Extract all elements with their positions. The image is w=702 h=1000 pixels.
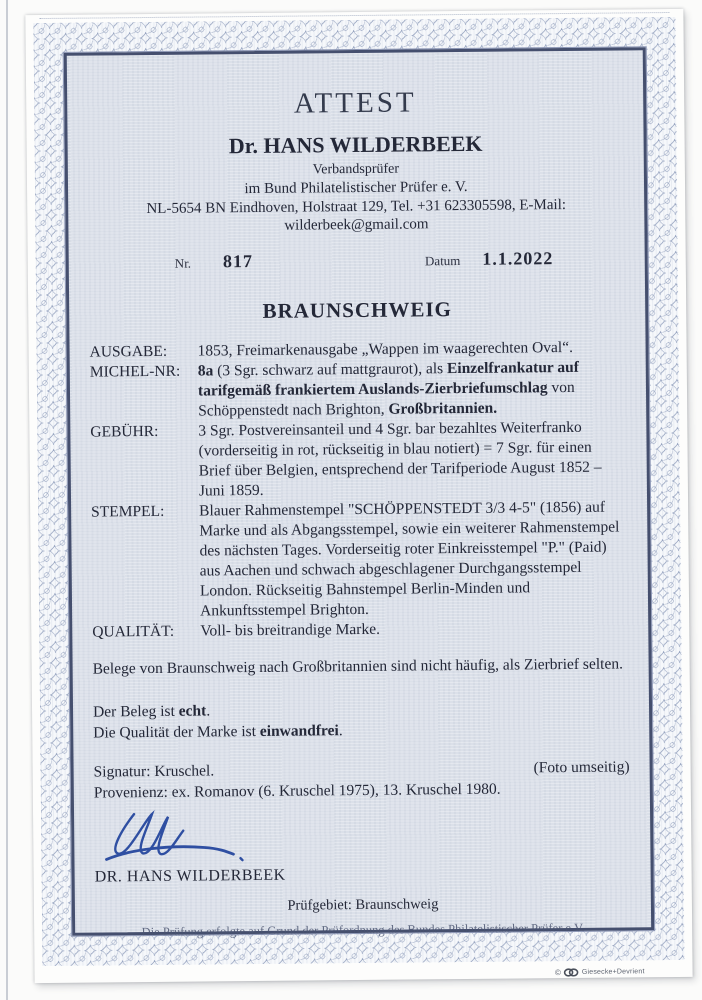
guilloche-border (33, 17, 684, 966)
gd-logo-icon (564, 968, 579, 977)
document-title: ATTEST (293, 86, 417, 120)
details-table (90, 337, 629, 642)
copyright-symbol: © (554, 968, 561, 978)
scan-edge-shadow (6, 0, 8, 1000)
signer-name: DR. HANS WILDERBEEK (94, 866, 286, 886)
signature-image (100, 808, 261, 866)
detail-value: 8a (3 Sgr. schwarz auf mattgraurot), als Einzelfrankatur auf tarifgemäß frankiertem Auslands-Zierbriefumschlag von Schöppenstedt nach Brighton, Großbritannien. (197, 358, 579, 420)
detail-label: AUSGABE: (89, 342, 168, 361)
examiner-role: Verbandsprüfer (312, 161, 400, 178)
detail-row (90, 357, 627, 422)
pruefgebiet-line: Prüfgebiet: Braunschweig (287, 896, 439, 914)
certificate-meta-row (89, 247, 625, 276)
certificate-body (64, 47, 654, 940)
certificate-page (25, 9, 692, 983)
verdict-authenticity: Der Beleg ist echt. (92, 702, 211, 721)
legal-line: Die Prüfung erfolgte auf Grund der Prüfordnung des Bundes Philatelistischer Prüfer e.V. (141, 920, 585, 940)
verdict-quality: Die Qualität der Marke ist einwandfrei. (93, 722, 343, 742)
examiner-contact: NL-5654 BN Eindhoven, Holstraat 129, Tel. +31 623305598, E-Mail: wilderbeek@gmail.com (146, 196, 567, 234)
detail-value: Blauer Rahmenstempel "SCHÖPPENSTEDT 3/3 4-5" (1856) auf Marke und als Abgangsstempel, sowie ein weiterer Rahmenstempel des nächsten Tages. Vorderseitig roter Einkreisstempel "P." (Paid) aus Aachen und schwach abgeschlagener Durchgangsstempel London. Rückseitig Bahnstempel Berlin-Minden und Ankunftsstempel Brighton. (199, 498, 620, 620)
detail-label: GEBÜHR: (90, 422, 159, 441)
printer-name: Giesecke+Devrient (581, 968, 645, 976)
detail-row (92, 617, 628, 642)
certificate-date: 1.1.2022 (482, 248, 554, 269)
detail-label: MICHEL-NR: (89, 362, 181, 381)
date-label: Datum (424, 253, 461, 269)
examiner-association: im Bund Philatelistischer Prüfer e. V. (244, 178, 468, 198)
detail-row (91, 497, 628, 622)
examiner-name: Dr. HANS WILDERBEEK (228, 130, 483, 159)
provenance-line: Provenienz: ex. Romanov (6. Kruschel 1975), 13. Kruschel 1980. (93, 780, 501, 802)
certificate-number: 817 (222, 251, 254, 272)
region-title: BRAUNSCHWEIG (262, 297, 453, 323)
detail-label: QUALITÄT: (92, 622, 175, 641)
detail-value: 1853, Freimarkenausgabe „Wappen im waagerechten Oval“. (197, 338, 574, 360)
detail-value: 3 Sgr. Postvereinsanteil und 4 Sgr. bar bezahltes Weiterfranko (vorderseitig in rot, rückseitig in blau notiert) = 7 Sgr. für einen Brief über Belgien, entsprechend der Tarifperiode August 1852 – Juni 1859. (198, 418, 602, 500)
rarity-note: Belege von Braunschweig nach Großbritannien sind nicht häufig, als Zierbrief selten. (92, 655, 624, 678)
printer-credit (555, 967, 645, 977)
detail-value: Voll- bis breitrandige Marke. (200, 620, 381, 640)
signature-note: Signatur: Kruschel. (93, 762, 215, 781)
number-label: Nr. (174, 255, 192, 271)
photo-note: (Foto umseitig) (533, 758, 630, 777)
detail-row (90, 417, 627, 502)
detail-label: STEMPEL: (91, 502, 165, 521)
